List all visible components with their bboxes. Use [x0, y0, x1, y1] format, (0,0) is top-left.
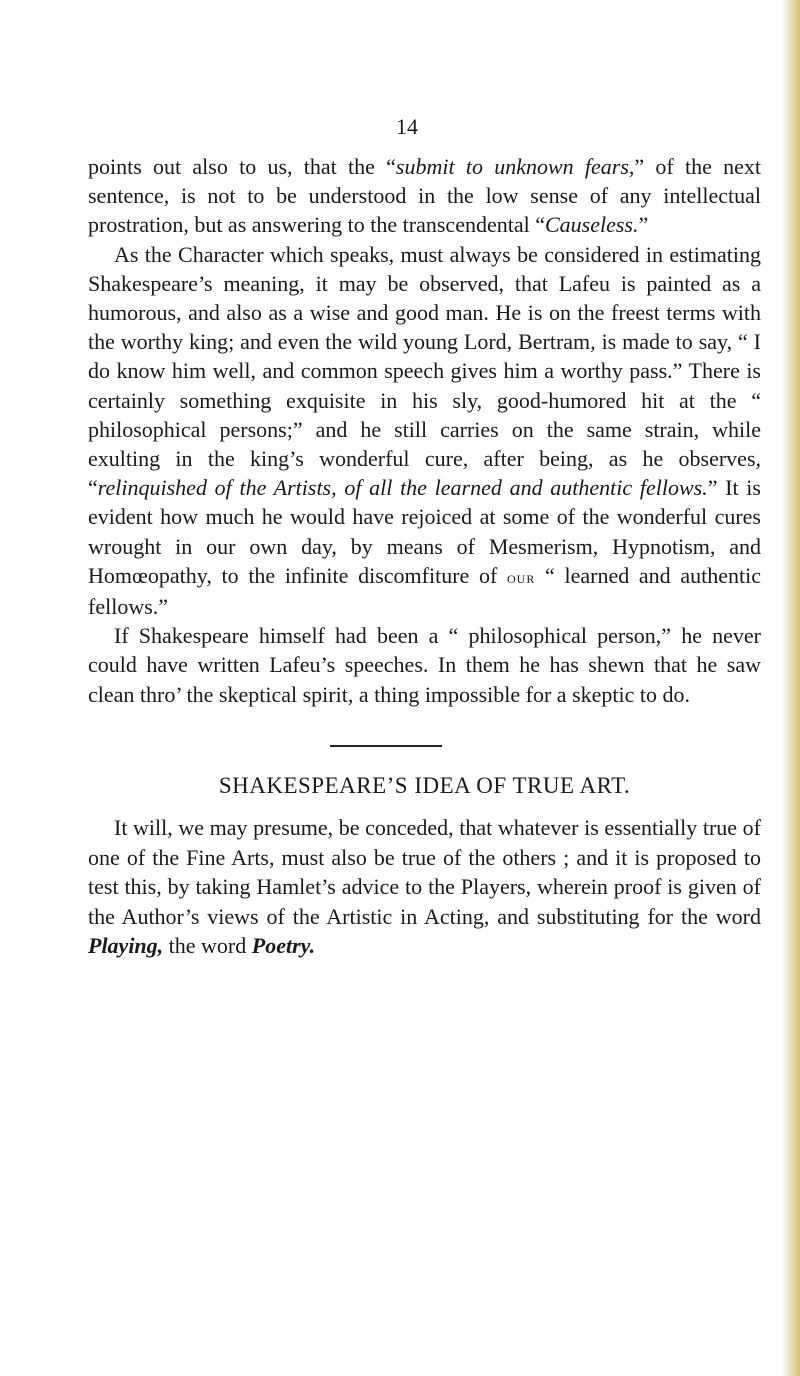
paragraph-2: [88, 240, 761, 622]
text-run: points out also to us, that the “: [88, 154, 396, 179]
section-text: [88, 813, 761, 961]
text-run: “ learned and authentic fellows.”: [88, 562, 761, 620]
paragraph-3: If Shakespeare himself had been a “ philosophical person,” he never could have written Lafeu’s speeches. In them he has shewn that he saw clean thro’ the skeptical spirit, a thing impossible for a skeptic to do.: [88, 623, 761, 707]
text-run: ” of the next sentence, is not to be understood in the low sense of any intellectual prostration, but as answering to the transcendental “: [88, 154, 761, 238]
page-edge: [782, 0, 800, 1376]
italic-phrase: submit to unknown fears,: [395, 154, 635, 179]
text-run: the word: [163, 933, 252, 959]
page-number: 14: [396, 114, 418, 139]
text-run: It will, we may presume, be conceded, that whatever is essentially true of one of the Fine Arts, must also be true of the others ; and it is proposed to test this, by taking Hamlet’s advice to the Players, wherein proof is given of the Author’s views of the Artistic in Acting, and substituting for the word: [88, 815, 761, 929]
section-heading: SHAKESPEARE’S IDEA OF TRUE ART.: [218, 773, 631, 798]
text-run: ” It is evident how much he would have rejoiced at some of the wonderful cures wrought in our own day, by means of Mesmerism, Hypnotism, and Homœopathy, to the infinite discomfiture of: [88, 475, 761, 588]
paragraph-1: [88, 152, 761, 240]
small-caps-word: our: [507, 567, 536, 587]
section-paragraph-1: [88, 813, 761, 961]
italic-phrase: Poetry.: [251, 933, 316, 959]
text-run: ”: [638, 212, 649, 238]
italic-phrase: relinquished of the Artists, of all the learned and authentic fellows.: [97, 475, 708, 501]
text-run: As the Character which speaks, must always be considered in estimating Shakespeare’s meaning, it may be observed, that Lafeu is painted as a humorous, and also as a wise and good man. He is on the freest terms with the worthy king; and even the wild young Lord, Bertram, is made to say, “ I do know him well, and common speech gives him a worthy pass.” There is certainly something exquisite in his sly, good-humored hit at the “ philosophical persons;” and he still carries on the same strain, while exulting in the king’s wonderful cure, after being, as he observes, “: [88, 241, 761, 501]
section-divider: [330, 745, 442, 747]
italic-phrase: Playing,: [88, 933, 164, 959]
italic-phrase: Causeless.: [544, 212, 639, 238]
body-text: [88, 152, 761, 709]
